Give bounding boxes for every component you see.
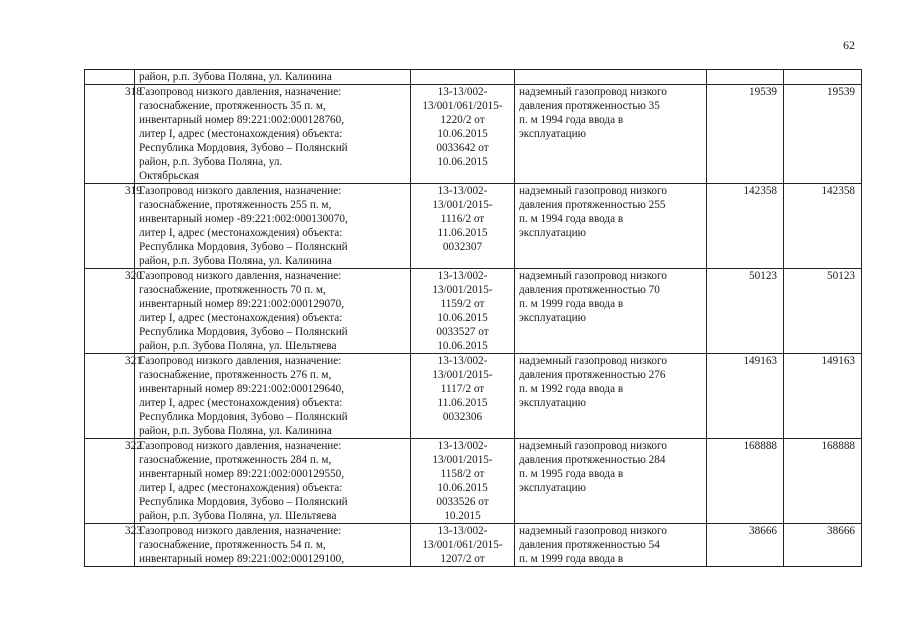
value-cell: 19539 (707, 85, 784, 184)
note-cell-line: п. м 1994 года ввода в (519, 213, 624, 225)
description-cell-line: район, р.п. Зубова Поляна, ул. (139, 156, 283, 168)
description-cell-line: район, р.п. Зубова Поляна, ул. Калинина (139, 255, 332, 267)
note-cell-line: надземный газопровод низкого (519, 185, 667, 197)
description-cell (135, 354, 411, 439)
registration-cell (411, 354, 515, 439)
registration-cell-line: 13/001/061/2015- (422, 539, 503, 551)
registration-cell-line: 1116/2 от (440, 213, 485, 225)
registration-cell-line: 10.06.2015 (437, 312, 488, 324)
note-cell (515, 439, 707, 524)
note-cell-line: эксплуатацию (519, 312, 586, 324)
description-cell (135, 70, 411, 85)
note-cell-line: надземный газопровод низкого (519, 525, 667, 537)
registration-cell-line: 1220/2 от (440, 114, 485, 126)
note-cell (515, 354, 707, 439)
registration-cell-line: 13-13/002- (437, 270, 488, 282)
description-cell-line: литер I, адрес (местонахождения) объекта: (139, 312, 343, 324)
value-cell: 142358 (707, 184, 784, 269)
table-row (85, 524, 862, 567)
description-cell-line: Газопровод низкого давления, назначение: (139, 525, 342, 537)
registration-cell-line: 0032307 (442, 241, 483, 253)
description-cell-line: инвентарный номер 89:221:002:000128760, (139, 114, 345, 126)
description-cell-line: газоснабжение, протяженность 255 п. м, (139, 199, 332, 211)
row-number-cell: 320. (85, 269, 135, 354)
registration-cell-line: 11.06.2015 (437, 397, 488, 409)
note-cell (515, 85, 707, 184)
description-cell (135, 269, 411, 354)
registration-cell-line: 13-13/002- (437, 86, 488, 98)
registration-cell-line: 13/001/2015- (432, 199, 493, 211)
description-cell-line: Республика Мордовия, Зубово – Полянский (139, 326, 348, 338)
registration-cell (411, 524, 515, 567)
row-number-cell: 319. (85, 184, 135, 269)
registration-cell-line: 1207/2 от (440, 553, 485, 565)
description-cell-line: инвентарный номер 89:221:002:000129640, (139, 383, 345, 395)
description-cell-line: Республика Мордовия, Зубово – Полянский (139, 142, 348, 154)
value-cell (707, 70, 784, 85)
registration-cell-line: 13/001/2015- (432, 284, 493, 296)
note-cell-line: давления протяженностью 54 (519, 539, 660, 551)
note-cell-line: давления протяженностью 276 (519, 369, 666, 381)
note-cell (515, 184, 707, 269)
table-row (85, 439, 862, 524)
note-cell-line: эксплуатацию (519, 227, 586, 239)
description-cell-line: инвентарный номер 89:221:002:000129100, (139, 553, 345, 565)
description-cell-line: инвентарный номер 89:221:002:000129070, (139, 298, 345, 310)
registration-cell-line: 10.2015 (444, 510, 481, 522)
registration-cell-line: 0032306 (442, 411, 483, 423)
row-number-cell: 318. (85, 85, 135, 184)
registration-cell-line: 1159/2 от (440, 298, 485, 310)
description-cell-line: Республика Мордовия, Зубово – Полянский (139, 496, 348, 508)
registration-cell (411, 439, 515, 524)
value-cell: 168888 (784, 439, 862, 524)
row-number-cell: 323. (85, 524, 135, 567)
registration-cell-line: 1158/2 от (440, 468, 485, 480)
note-cell (515, 269, 707, 354)
registration-cell-line: 0033526 от (436, 496, 489, 508)
value-cell: 142358 (784, 184, 862, 269)
value-cell: 149163 (707, 354, 784, 439)
value-cell: 50123 (707, 269, 784, 354)
description-cell-line: литер I, адрес (местонахождения) объекта: (139, 482, 343, 494)
value-cell: 38666 (784, 524, 862, 567)
registration-cell-line: 13/001/061/2015- (422, 100, 503, 112)
description-cell (135, 439, 411, 524)
note-cell-line: эксплуатацию (519, 397, 586, 409)
description-cell-line: Республика Мордовия, Зубово – Полянский (139, 411, 348, 423)
note-cell-line: п. м 1994 года ввода в (519, 114, 624, 126)
value-cell (784, 70, 862, 85)
registration-cell-line: 0033642 от (436, 142, 489, 154)
table-row (85, 85, 862, 184)
description-cell (135, 85, 411, 184)
table-row (85, 184, 862, 269)
note-cell-line: п. м 1999 года ввода в (519, 298, 624, 310)
description-cell-line: район, р.п. Зубова Поляна, ул. Калинина (139, 71, 332, 83)
note-cell-line: надземный газопровод низкого (519, 440, 667, 452)
note-cell-line: п. м 1999 года ввода в (519, 553, 624, 565)
registration-cell-line: 13-13/002- (437, 185, 488, 197)
registration-cell-line: 11.06.2015 (437, 227, 488, 239)
description-cell-line: Республика Мордовия, Зубово – Полянский (139, 241, 348, 253)
registration-cell-line: 13/001/2015- (432, 369, 493, 381)
registration-cell-line: 10.06.2015 (437, 128, 488, 140)
note-cell-line: эксплуатацию (519, 128, 586, 140)
note-cell-line: эксплуатацию (519, 482, 586, 494)
value-cell: 50123 (784, 269, 862, 354)
registration-cell-line: 13-13/002- (437, 440, 488, 452)
note-cell (515, 70, 707, 85)
description-cell-line: инвентарный номер -89:221:002:000130070, (139, 213, 348, 225)
description-cell (135, 524, 411, 567)
table-row (85, 354, 862, 439)
description-cell-line: газоснабжение, протяженность 70 п. м, (139, 284, 326, 296)
table-row (85, 269, 862, 354)
value-cell: 149163 (784, 354, 862, 439)
registration-cell (411, 184, 515, 269)
note-cell-line: п. м 1992 года ввода в (519, 383, 624, 395)
description-cell-line: газоснабжение, протяженность 276 п. м, (139, 369, 332, 381)
note-cell (515, 524, 707, 567)
registration-cell-line: 10.06.2015 (437, 482, 488, 494)
description-cell-line: Газопровод низкого давления, назначение: (139, 270, 342, 282)
registration-cell (411, 70, 515, 85)
note-cell-line: давления протяженностью 35 (519, 100, 660, 112)
description-cell-line: Газопровод низкого давления, назначение: (139, 86, 342, 98)
description-cell-line: газоснабжение, протяженность 35 п. м, (139, 100, 326, 112)
description-cell-line: инвентарный номер 89:221:002:000129550, (139, 468, 345, 480)
carryover-row (85, 70, 862, 85)
row-number-cell (85, 70, 135, 85)
registration-cell-line: 13/001/2015- (432, 454, 493, 466)
note-cell-line: давления протяженностью 255 (519, 199, 666, 211)
registration-cell-line: 10.06.2015 (437, 156, 488, 168)
description-cell-line: литер I, адрес (местонахождения) объекта: (139, 227, 343, 239)
registration-cell-line: 0033527 от (436, 326, 489, 338)
row-number-cell: 322. (85, 439, 135, 524)
value-cell: 19539 (784, 85, 862, 184)
note-cell-line: надземный газопровод низкого (519, 355, 667, 367)
note-cell-line: надземный газопровод низкого (519, 86, 667, 98)
note-cell-line: давления протяженностью 70 (519, 284, 660, 296)
description-cell-line: Газопровод низкого давления, назначение: (139, 440, 342, 452)
value-cell: 38666 (707, 524, 784, 567)
description-cell (135, 184, 411, 269)
registration-cell-line: 13-13/002- (437, 525, 488, 537)
description-cell-line: газоснабжение, протяженность 54 п. м, (139, 539, 326, 551)
registration-cell-line: 10.06.2015 (437, 340, 488, 352)
value-cell: 168888 (707, 439, 784, 524)
description-cell-line: район, р.п. Зубова Поляна, ул. Шельтяева (139, 510, 337, 522)
registration-cell (411, 269, 515, 354)
description-cell-line: Газопровод низкого давления, назначение: (139, 355, 342, 367)
row-number-cell: 321. (85, 354, 135, 439)
description-cell-line: литер I, адрес (местонахождения) объекта: (139, 397, 343, 409)
description-cell-line: Газопровод низкого давления, назначение: (139, 185, 342, 197)
registration-cell-line: 1117/2 от (440, 383, 485, 395)
note-cell-line: надземный газопровод низкого (519, 270, 667, 282)
page-number: 62 (843, 38, 855, 52)
note-cell-line: п. м 1995 года ввода в (519, 468, 624, 480)
description-cell-line: Октябрьская (139, 170, 199, 182)
description-cell-line: литер I, адрес (местонахождения) объекта: (139, 128, 343, 140)
property-register-table (84, 69, 862, 567)
registration-cell (411, 85, 515, 184)
note-cell-line: давления протяженностью 284 (519, 454, 666, 466)
description-cell-line: район, р.п. Зубова Поляна, ул. Калинина (139, 425, 332, 437)
description-cell-line: район, р.п. Зубова Поляна, ул. Шельтяева (139, 340, 337, 352)
registration-cell-line: 13-13/002- (437, 355, 488, 367)
description-cell-line: газоснабжение, протяженность 284 п. м, (139, 454, 332, 466)
